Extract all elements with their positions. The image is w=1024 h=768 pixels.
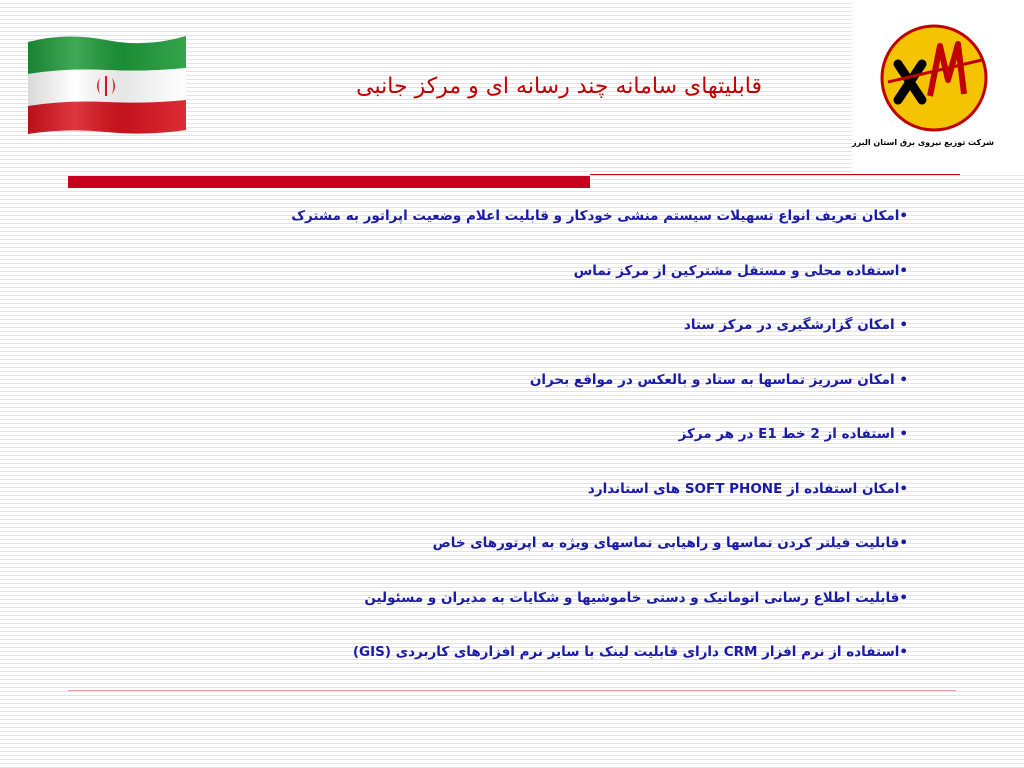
iran-flag-icon	[26, 30, 188, 136]
page-title: قابلیتهای سامانه چند رسانه ای و مرکز جانبی	[356, 74, 762, 99]
list-item: •قابلیت فیلتر کردن تماسها و راهیابی تماسهای ویژه به اپرتورهای خاص	[432, 535, 908, 551]
electric-company-logo-icon	[878, 22, 990, 134]
footer-divider	[68, 690, 956, 691]
header-divider	[68, 174, 960, 188]
list-item: • امکان سرریز تماسها به ستاد و بالعکس در مواقع بحران	[529, 371, 908, 388]
list-item: •قابلیت اطلاع رسانی اتوماتیک و دستی خاموشیها و شکایات به مدیران و مسئولین	[364, 589, 908, 606]
list-item: •استفاده محلی و مستقل مشترکین از مرکز تماس	[573, 262, 908, 279]
list-item: • امکان گزارشگیری در مرکز ستاد	[683, 317, 908, 333]
list-item: • استفاده از 2 خط E1 در هر مرکز	[678, 426, 908, 442]
feature-list	[88, 200, 908, 691]
company-caption: شرکت توزیع نیروی برق استان البرز	[852, 138, 994, 147]
list-item: •امکان استفاده از SOFT PHONE های استاندارد	[587, 480, 908, 497]
list-item: •استفاده از نرم افزار CRM دارای قابلیت لینک با سایر نرم افزارهای کاربردی (GIS)	[352, 644, 908, 660]
list-item: •امکان تعریف انواع تسهیلات سیستم منشی خودکار و قابلیت اعلام وضعیت اپراتور به مشترک	[291, 208, 908, 224]
